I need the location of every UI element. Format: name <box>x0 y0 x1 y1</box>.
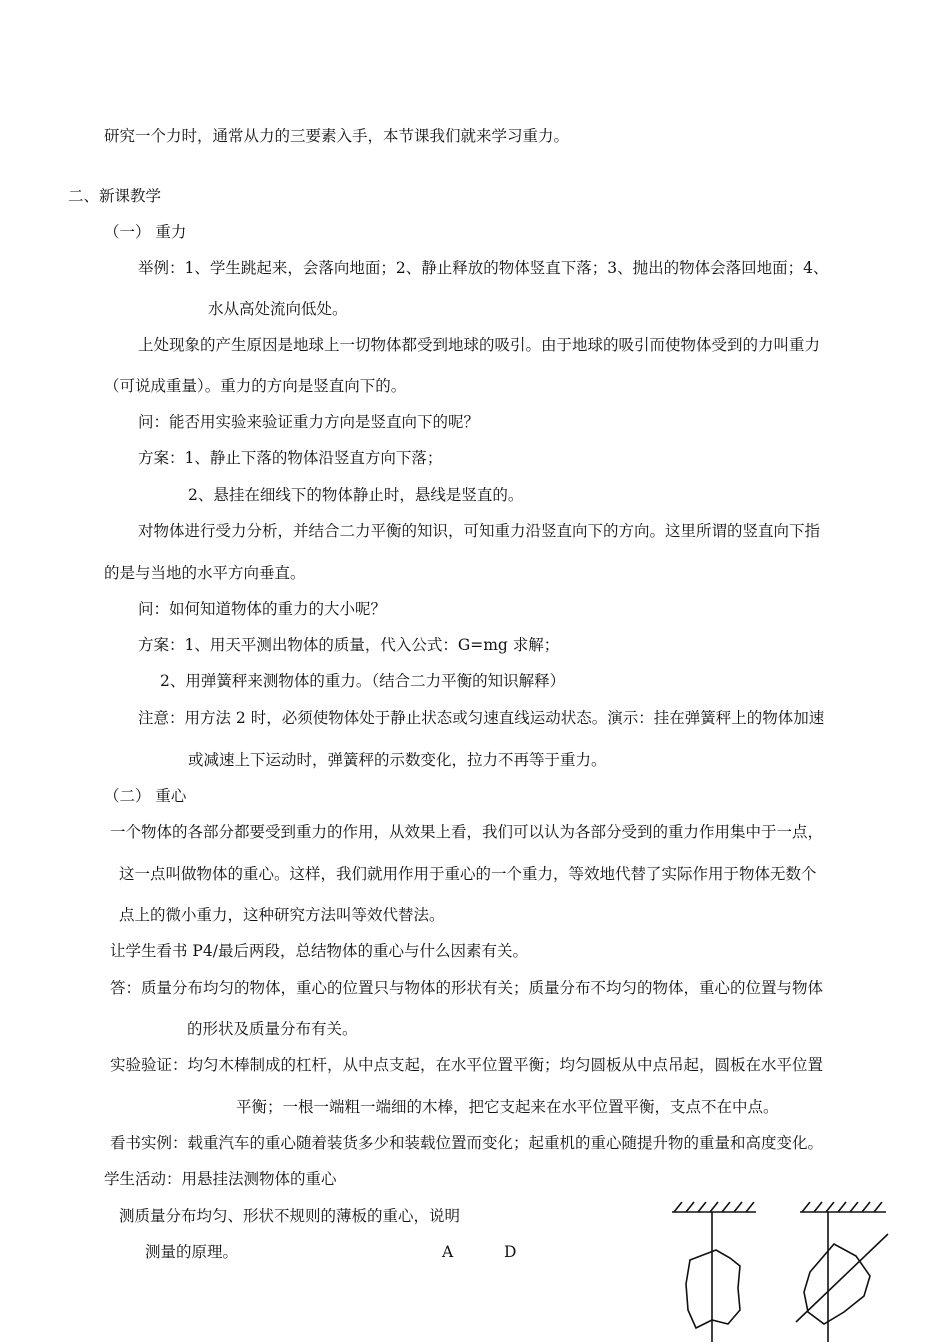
subsection-heading-center-of-gravity: （二） 重心 <box>104 787 187 805</box>
cause-paragraph: （可说成重量）。重力的方向是竖直向下的。 <box>104 377 407 395</box>
activity-task: 测量的原理。 <box>145 1243 239 1261</box>
suspension-diagram-left <box>672 1202 756 1342</box>
activity-task: 测质量分布均匀、形状不规则的薄板的重心，说明 <box>119 1207 461 1225</box>
definition-paragraph: 一个物体的各部分都要受到重力的作用，从效果上看，我们可以认为各部分受到的重力作用集中于一点， <box>110 823 824 841</box>
analysis-paragraph: 的是与当地的水平方向垂直。 <box>104 564 306 582</box>
example-line: 水从高处流向低处。 <box>208 300 348 318</box>
book-examples: 看书实例：载重汽车的重心随着装货多少和装载位置而变化；起重机的重心随提升物的重量和高度变化。 <box>110 1134 824 1152</box>
suspension-method-figure <box>660 1192 950 1344</box>
analysis-paragraph: 对物体进行受力分析，并结合二力平衡的知识，可知重力沿竖直向下的方向。这里所谓的竖直向下指 <box>138 522 821 540</box>
experiment-paragraph: 平衡；一根一端粗一端细的木棒，把它支起来在水平位置平衡，支点不在中点。 <box>236 1098 779 1116</box>
student-activity: 学生活动：用悬挂法测物体的重心 <box>104 1170 337 1188</box>
definition-paragraph: 这一点叫做物体的重心。这样，我们就用作用于重心的一个重力，等效地代替了实际作用于物体无数个 <box>119 865 817 883</box>
label-a: A <box>442 1243 454 1261</box>
plan-direction: 方案：1、静止下落的物体沿竖直方向下落； <box>138 449 443 467</box>
suspension-diagram-right <box>796 1202 888 1342</box>
reading-task: 让学生看书 P4/最后两段，总结物体的重心与什么因素有关。 <box>110 942 528 960</box>
intro-line: 研究一个力时，通常从力的三要素入手，本节课我们就来学习重力。 <box>104 127 570 145</box>
definition-paragraph: 点上的微小重力，这种研究方法叫等效代替法。 <box>119 906 445 924</box>
example-line: 举例：1、学生跳起来，会落向地面；2、静止释放的物体竖直下落；3、抛出的物体会落回地面；4、 <box>138 259 829 277</box>
section-heading: 二、新课教学 <box>68 187 162 205</box>
plan-magnitude: 方案：1、用天平测出物体的质量，代入公式：G=mg 求解； <box>138 636 560 654</box>
question-direction: 问：能否用实验来验证重力方向是竖直向下的呢？ <box>138 413 480 431</box>
cause-paragraph: 上处现象的产生原因是地球上一切物体都受到地球的吸引。由于地球的吸引而使物体受到的力叫重力 <box>138 336 821 354</box>
subsection-heading-gravity: （一） 重力 <box>104 223 187 241</box>
plan-direction: 2、悬挂在细线下的物体静止时，悬线是竖直的。 <box>188 486 524 504</box>
answer-paragraph: 答：质量分布均匀的物体，重心的位置只与物体的形状有关；质量分布不均匀的物体，重心的位置与物体 <box>110 979 824 997</box>
plan-magnitude: 2、用弹簧秤来测物体的重力。（结合二力平衡的知识解释） <box>160 672 566 690</box>
answer-paragraph: 的形状及质量分布有关。 <box>187 1020 358 1038</box>
question-magnitude: 问：如何知道物体的重力的大小呢？ <box>138 600 387 618</box>
note-paragraph: 或减速上下运动时，弹簧秤的示数变化，拉力不再等于重力。 <box>188 751 607 769</box>
experiment-paragraph: 实验验证：均匀木棒制成的杠杆，从中点支起，在水平位置平衡；均匀圆板从中点吊起，圆板在水平位置 <box>110 1056 824 1074</box>
label-d: D <box>504 1243 517 1261</box>
note-paragraph: 注意：用方法 2 时，必须使物体处于静止状态或匀速直线运动状态。演示：挂在弹簧秤上的物体加速 <box>138 709 825 727</box>
